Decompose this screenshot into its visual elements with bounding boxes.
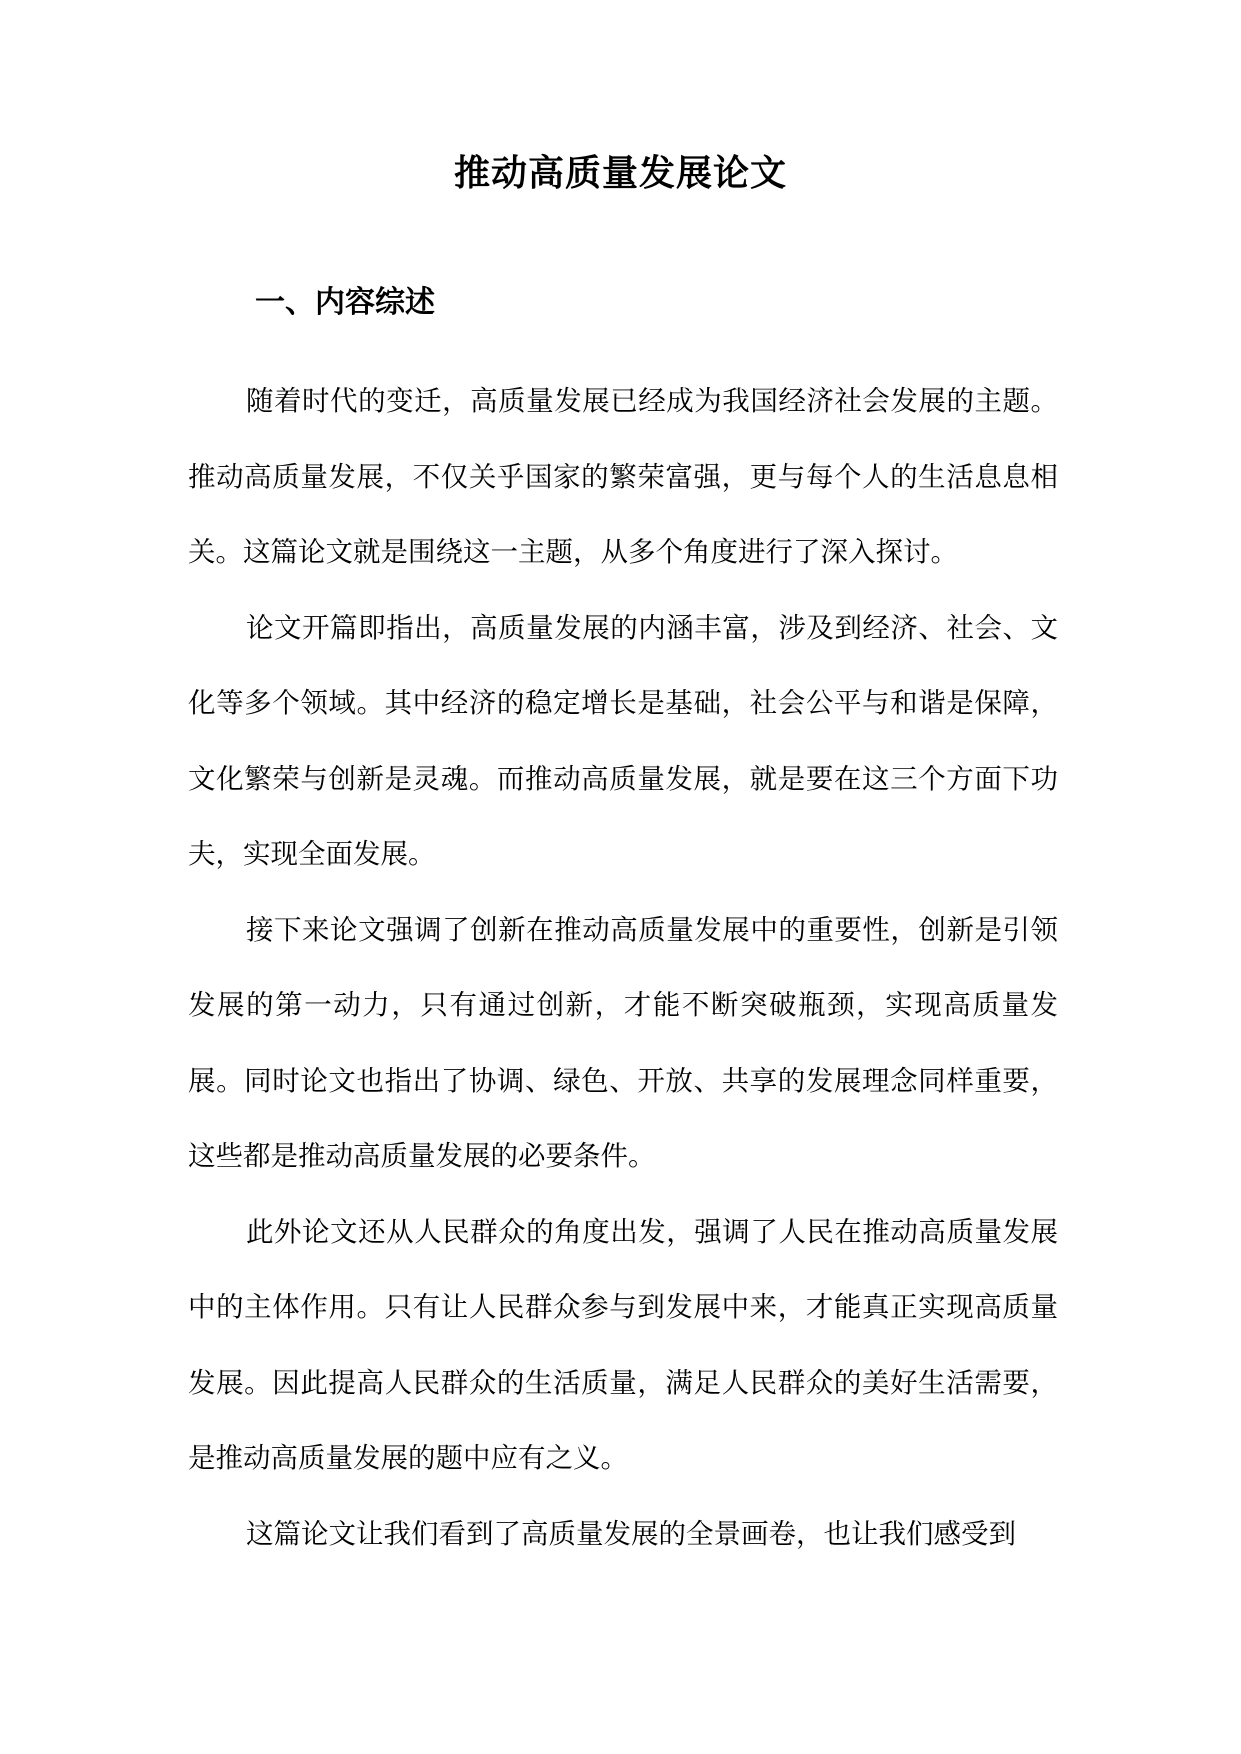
body-paragraph-1: 随着时代的变迁，高质量发展已经成为我国经济社会发展的主题。推动高质量发展，不仅关乎国家的繁荣富强，更与每个人的生活息息相关。这篇论文就是围绕这一主题，从多个角度进行了深入探讨。 [188,385,1058,568]
body-paragraph-4: 此外论文还从人民群众的角度出发，强调了人民在推动高质量发展中的主体作用。只有让人民群众参与到发展中来，才能真正实现高质量发展。因此提高人民群众的生活质量，满足人民群众的美好生活需要，是推动高质量发展的题中应有之义。 [188,1215,1058,1474]
document-title: 推动高质量发展论文 [453,153,787,194]
body-paragraph-2: 论文开篇即指出，高质量发展的内涵丰富，涉及到经济、社会、文化等多个领域。其中经济的稳定增长是基础，社会公平与和谐是保障，文化繁荣与创新是灵魂。而推动高质量发展，就是要在这三个方面下功夫，实现全面发展。 [188,611,1058,870]
section-heading: 一、内容综述 [255,285,435,320]
body-paragraph-5: 这篇论文让我们看到了高质量发展的全景画卷，也让我们感受到 [246,1517,1016,1550]
body-paragraph-3: 接下来论文强调了创新在推动高质量发展中的重要性，创新是引领发展的第一动力，只有通过创新，才能不断突破瓶颈，实现高质量发展。同时论文也指出了协调、绿色、开放、共享的发展理念同样重要，这些都是推动高质量发展的必要条件。 [188,913,1058,1172]
document-body [188,364,1058,1572]
